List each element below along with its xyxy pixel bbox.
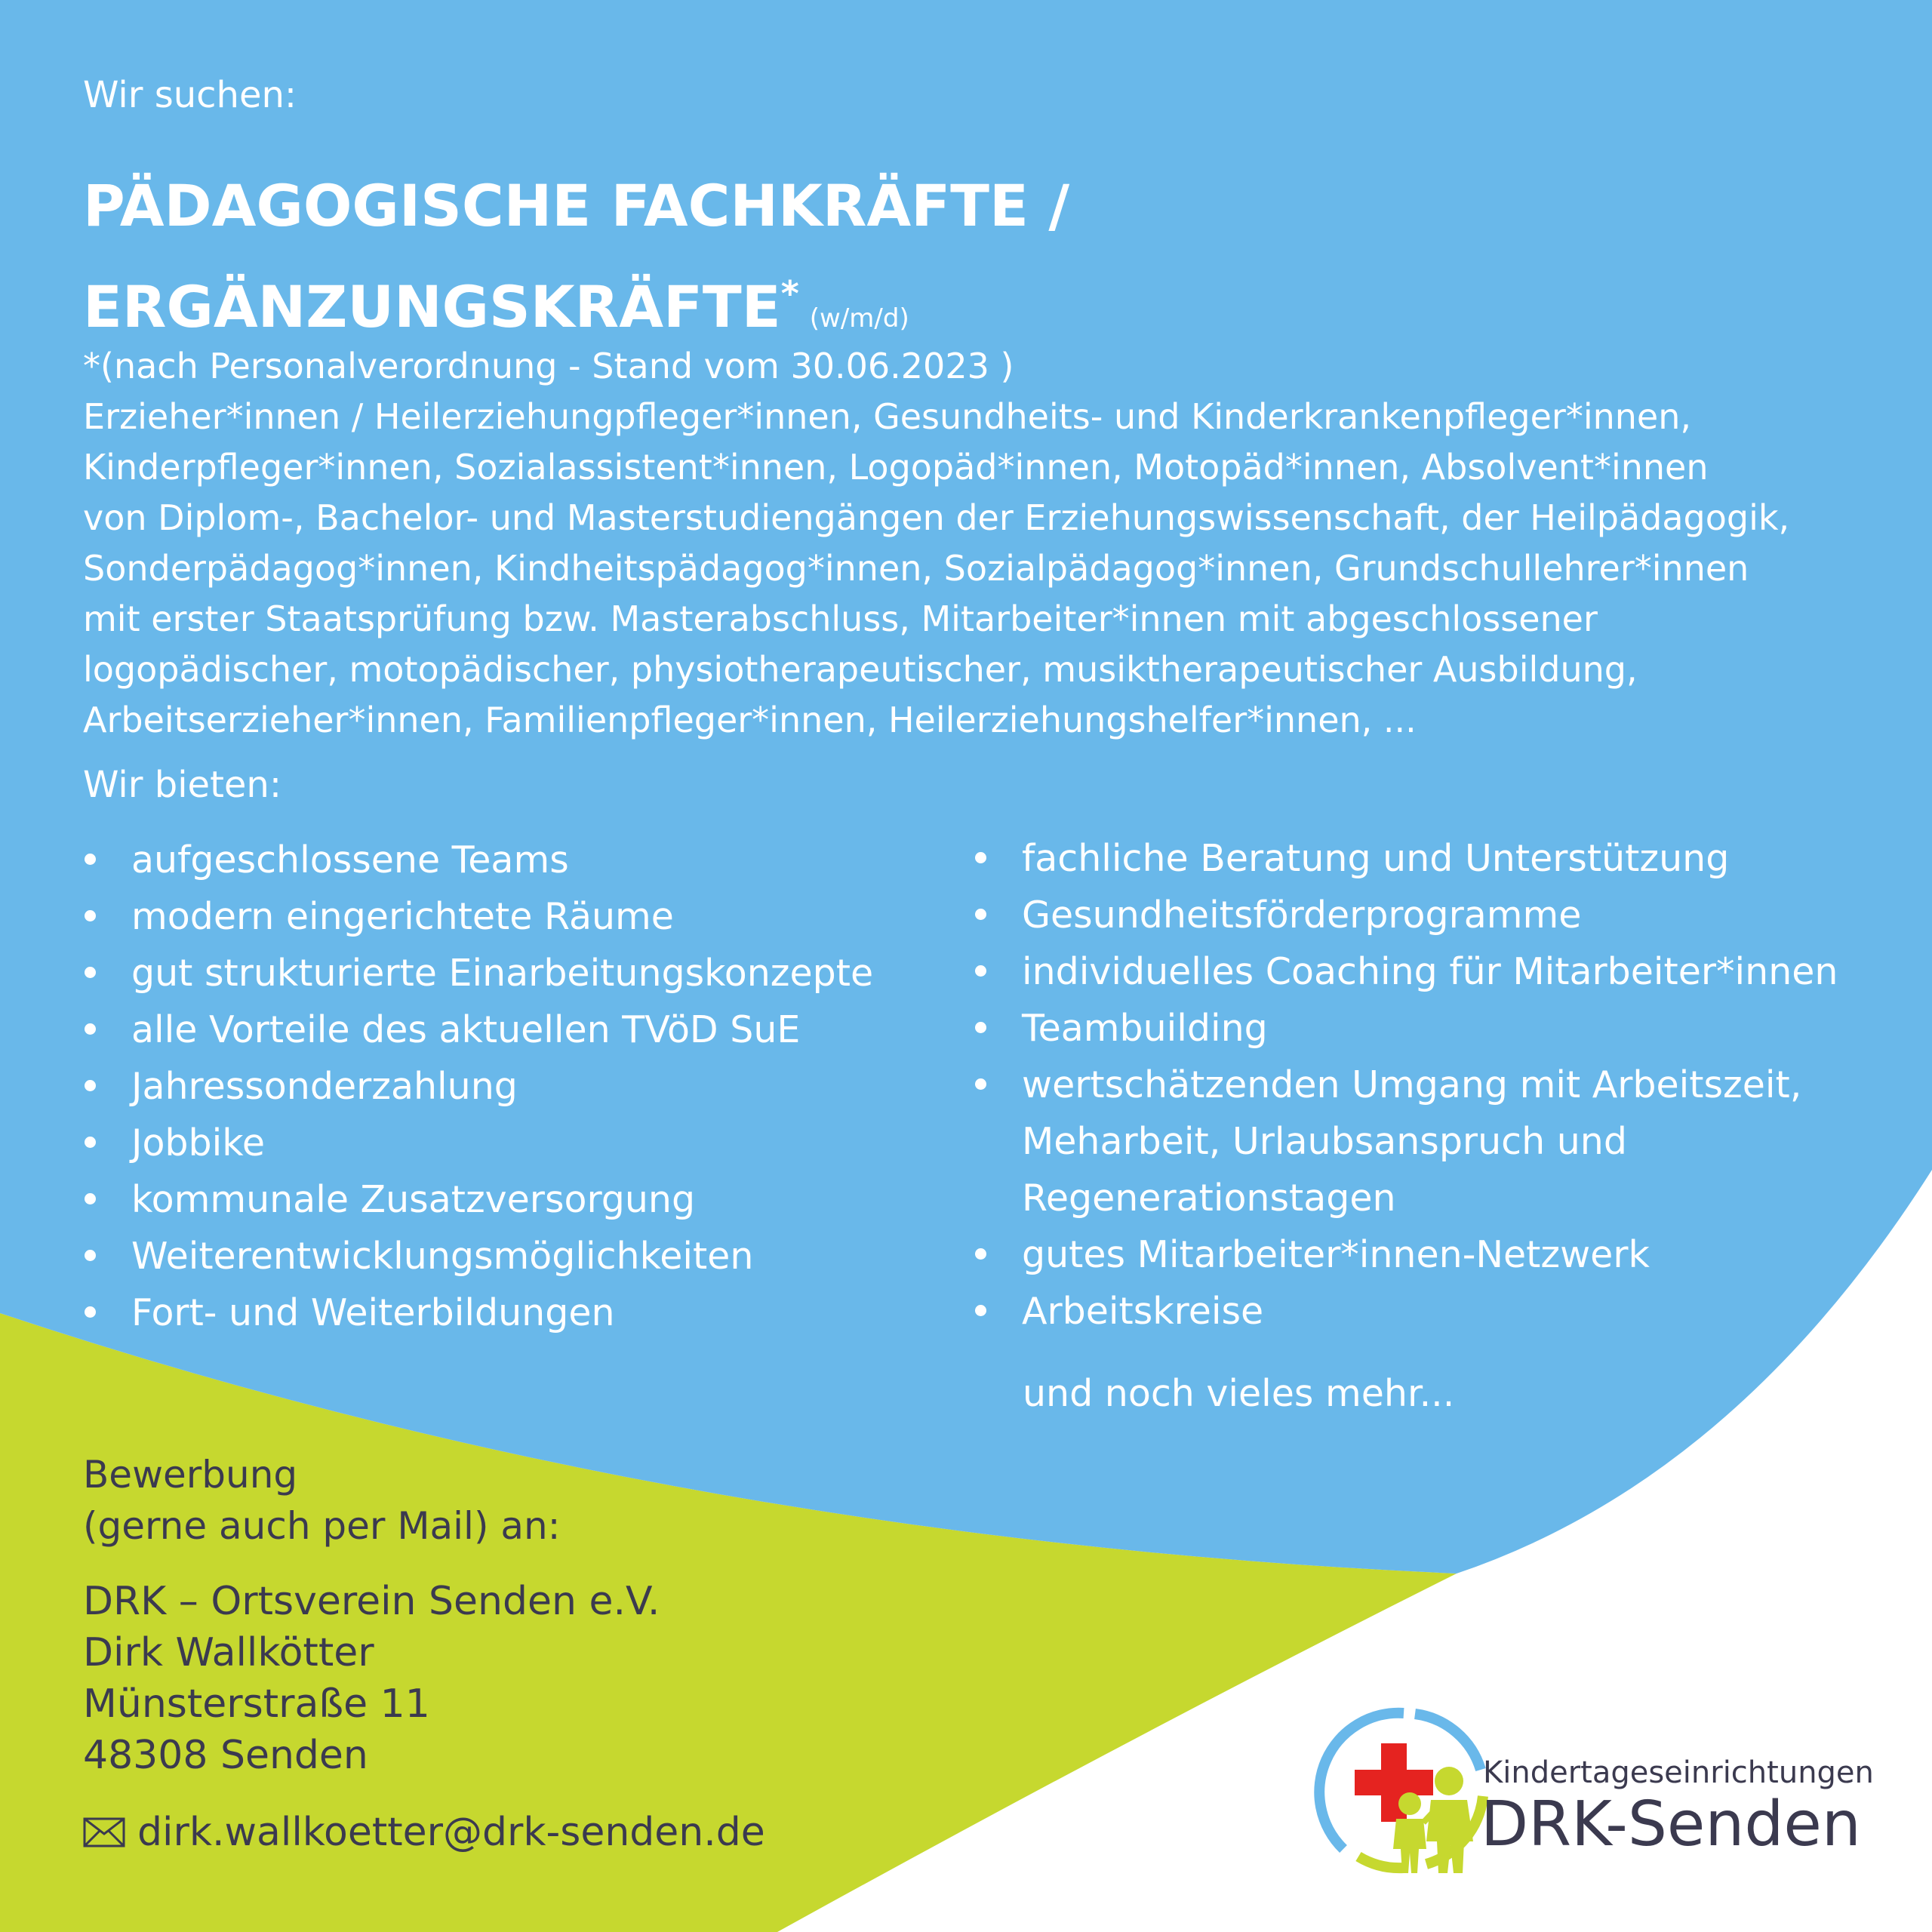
drk-logo-icon (1313, 1698, 1494, 1879)
bullet-icon (975, 1022, 986, 1033)
benefits-list-left (83, 832, 873, 1341)
benefit-text: Gesundheitsförderprogramme (1022, 894, 1582, 937)
contact-person: Dirk Wallkötter (83, 1630, 374, 1675)
benefits-heading: Wir bieten: (83, 764, 282, 806)
bullet-icon (975, 852, 986, 863)
benefit-text: gut strukturierte Einarbeitungskonzepte (131, 952, 874, 995)
benefit-item (974, 1283, 1838, 1340)
intro-text: Wir suchen: (83, 74, 297, 116)
bullet-icon (975, 1305, 986, 1316)
application-intro (83, 1449, 561, 1552)
envelope-icon (83, 1817, 125, 1847)
benefit-item (974, 1226, 1838, 1283)
benefit-item (83, 1058, 873, 1115)
benefit-item (83, 1171, 873, 1228)
benefit-text: wertschätzenden Umgang mit Arbeitszeit, (1022, 1063, 1802, 1106)
benefit-text: Jahressonderzahlung (131, 1065, 518, 1108)
qualifications-text (83, 341, 1789, 746)
qualifications-line: von Diplom-, Bachelor- und Masterstudiengängen der Erziehungswissenschaft, der Heilpädagogik, (83, 497, 1790, 538)
benefit-text: Jobbike (131, 1121, 266, 1164)
benefit-text: Regenerationstagen (1022, 1177, 1396, 1220)
page-title (83, 162, 1069, 362)
application-line-1: Bewerbung (83, 1453, 298, 1497)
logo-name: DRK-Senden (1481, 1789, 1861, 1860)
benefit-item-continued (974, 1170, 1838, 1226)
benefit-text: individuelles Coaching für Mitarbeiter*innen (1022, 950, 1838, 993)
benefit-text: Fort- und Weiterbildungen (131, 1291, 615, 1334)
qualifications-line: Kinderpfleger*innen, Sozialassistent*innen, Logopäd*innen, Motopäd*innen, Absolvent*innen (83, 447, 1709, 488)
bullet-icon (85, 967, 96, 978)
benefit-item (83, 1228, 873, 1284)
bullet-icon (85, 1250, 96, 1261)
postal-address (83, 1576, 660, 1781)
benefit-text: Weiterentwicklungsmöglichkeiten (131, 1235, 754, 1278)
bullet-icon (85, 1023, 96, 1035)
qualifications-line: Sonderpädagog*innen, Kindheitspädagog*innen, Sozialpädagog*innen, Grundschullehrer*innen (83, 548, 1749, 589)
qualifications-note: *(nach Personalverordnung - Stand vom 30.06.2023 ) (83, 346, 1014, 386)
city-address: 48308 Senden (83, 1733, 368, 1778)
bullet-icon (85, 854, 96, 865)
email-link[interactable]: dirk.wallkoetter@drk-senden.de (137, 1810, 765, 1855)
benefit-item (83, 1115, 873, 1171)
benefits-list-right (974, 830, 1838, 1340)
bullet-icon (85, 1306, 96, 1318)
bullet-icon (85, 1080, 96, 1091)
gender-note: (w/m/d) (809, 303, 909, 334)
benefit-text: fachliche Beratung und Unterstützung (1022, 837, 1730, 880)
benefit-text: Arbeitskreise (1022, 1290, 1264, 1333)
benefit-item (83, 1001, 873, 1058)
bullet-icon (85, 1193, 96, 1204)
benefit-item (974, 830, 1838, 887)
more-benefits-text: und noch vieles mehr... (1023, 1372, 1455, 1415)
qualifications-line: Erzieher*innen / Heilerziehungpfleger*innen, Gesundheits- und Kinderkrankenpfleger*innen, (83, 396, 1692, 437)
bullet-icon (975, 1248, 986, 1260)
bullet-icon (85, 910, 96, 921)
benefit-item (83, 1284, 873, 1341)
qualifications-line: logopädischer, motopädischer, physiotherapeutischer, musiktherapeutischer Ausbildung, (83, 649, 1638, 690)
bullet-icon (85, 1137, 96, 1148)
benefit-text: Teambuilding (1022, 1007, 1268, 1050)
benefit-item (83, 888, 873, 945)
benefit-item (83, 832, 873, 888)
benefit-item-continued (974, 1113, 1838, 1170)
qualifications-line: mit erster Staatsprüfung bzw. Masterabschluss, Mitarbeiter*innen mit abgeschlossener (83, 598, 1598, 639)
benefit-text: kommunale Zusatzversorgung (131, 1178, 696, 1221)
street-address: Münsterstraße 11 (83, 1681, 430, 1727)
email-contact (83, 1810, 765, 1855)
benefit-item (974, 887, 1838, 943)
application-line-2: (gerne auch per Mail) an: (83, 1504, 561, 1548)
logo-subtitle: Kindertageseinrichtungen (1483, 1755, 1874, 1790)
bullet-icon (975, 909, 986, 920)
title-line-1: PÄDAGOGISCHE FACHKRÄFTE / (83, 172, 1070, 239)
benefit-item (974, 1000, 1838, 1057)
title-line-2-text: ERGÄNZUNGSKRÄFTE (83, 273, 781, 340)
qualifications-line: Arbeitserzieher*innen, Familienpfleger*innen, Heilerziehungshelfer*innen, ... (83, 700, 1417, 740)
benefit-text: modern eingerichtete Räume (131, 895, 674, 938)
benefit-item (83, 945, 873, 1001)
benefit-text: gutes Mitarbeiter*innen-Netzwerk (1022, 1233, 1650, 1276)
title-asterisk: * (780, 273, 799, 314)
benefit-text: alle Vorteile des aktuellen TVöD SuE (131, 1008, 801, 1051)
bullet-icon (975, 1078, 986, 1090)
organization-name: DRK – Ortsverein Senden e.V. (83, 1579, 660, 1624)
bullet-icon (975, 965, 986, 977)
benefit-text: Meharbeit, Urlaubsanspruch und (1022, 1120, 1627, 1163)
benefit-text: aufgeschlossene Teams (131, 838, 569, 881)
benefit-item (974, 1057, 1838, 1113)
benefit-item (974, 943, 1838, 1000)
